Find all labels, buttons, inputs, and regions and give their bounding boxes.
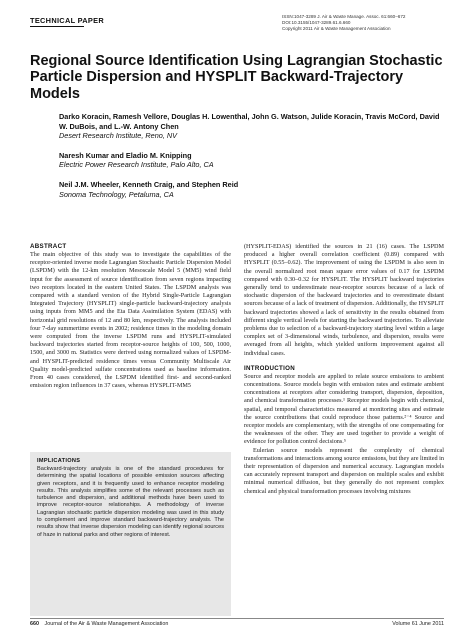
doi-line: DOI:10.3155/1047-3289.61.6.660 — [282, 20, 351, 26]
section-label: TECHNICAL PAPER — [30, 16, 105, 25]
implications-heading: IMPLICATIONS — [37, 458, 81, 464]
introduction-paragraph: Source and receptor models are applied to relate source emissions to ambient concentrations. Source models begin with emission rates and estimate ambient concentrations at receptors after considering transport, dispersion, deposition, and chemical transformation processes.¹ Receptor models begin with chemical, spatial, and temporal characteristics measured at monitoring sites and estimate the source contributions that could reproduce those patterns.²⁻⁴ Source and receptor models are complementary, with the strengths of one compensating for the weaknesses of the other. They are used together to provide a weight of evidence for pollution control decisions.⁵ — [244, 372, 444, 446]
author-affiliation: Sonoma Technology, Petaluma, CA — [59, 189, 174, 199]
introduction-paragraph: Eulerian source models represent the complexity of chemical transformations and interactions among source emissions, but they are limited in their representation of dispersion and numerical accuracy. Lagrangian models can accurately represent transport and dispersion on multiple scales and exhibit minimal numerical diffusion, but they generally do not represent complex chemical and physical transformation processes involving mixtures — [244, 446, 444, 495]
issn-line: ISSN:1047-3289 J. Air & Waste Manage. Assoc. 61:660–672 — [282, 14, 406, 19]
page-header — [30, 14, 444, 50]
author-affiliation: Desert Research Institute, Reno, NV — [59, 131, 178, 141]
copyright-line: Copyright 2011 Air & Waste Management Association — [282, 26, 391, 32]
introduction-heading: INTRODUCTION — [244, 364, 296, 372]
author-group — [59, 180, 444, 199]
section-rule — [30, 26, 84, 27]
left-column — [30, 243, 231, 390]
journal-name: Journal of the Air & Waste Management Association — [44, 621, 169, 627]
footer-left — [30, 621, 168, 627]
abstract-continued: (HYSPLIT-EDAS) identified the sources in 21 (16) cases. The LSPDM produced a higher overall correlation coefficient (0.89) compared with HYSPLIT (0.55–0.62). The improvement of using the LSPDM is also seen in the overall normalized root mean square error values of 0.17 for LSPDM compared with 0.30–0.32 for HYSPLIT. The HYSPLIT backward trajectories generally tend to underestimate near-receptor sources because of a lack of stochastic dispersion of the backward trajectories and to overestimate distant sources because of a lack of treatment of dispersion. Additionally, the HYSPLIT backward trajectories showed a lack of sensitivity in the results obtained from different single vertical levels for starting the backward trajectories. To alleviate problems due to selection of a backward-trajectory starting level within a large complex set of 3-dimensional winds, turbulence, and dispersion, results were averaged from all heights, which yielded uniform improvement against all individual cases. — [244, 243, 444, 357]
author-names: Darko Koracin, Ramesh Vellore, Douglas H. Lowenthal, John G. Watson, Julide Koracin, Travis McCord, David W. DuBois, and L.-W. Antony Chen — [59, 112, 440, 131]
author-group — [59, 112, 444, 141]
right-column — [244, 243, 444, 496]
abstract-heading: ABSTRACT — [30, 243, 67, 250]
author-names: Naresh Kumar and Eladio M. Knipping — [59, 150, 192, 160]
page-footer — [30, 621, 444, 631]
volume-info: Volume 61 June 2011 — [392, 621, 444, 627]
implications-text: Backward-trajectory analysis is one of the standard procedures for determining the spatial locations of possible emission sources affecting given receptors, and it is frequently used to enhance receptor modeling results. This analysis simplifies some of the relevant processes such as turbulence and dispersion, and additional methods have been used to improve receptor-source relationships. A methodology of inverse Lagrangian stochastic particle dispersion modeling was used in this study to complement and improve standard backward-trajectory analysis. The results show that inverse dispersion modeling can identify regional sources of haze in national parks and other regions of interest. — [37, 466, 224, 538]
author-group — [59, 151, 444, 170]
implications-box — [30, 452, 231, 616]
author-block — [59, 112, 444, 209]
author-affiliation: Electric Power Research Institute, Palo Alto, CA — [59, 160, 214, 170]
author-names: Neil J.M. Wheeler, Kenneth Craig, and Stephen Reid — [59, 179, 239, 189]
citation-meta — [282, 14, 444, 32]
footer-rule — [30, 618, 444, 619]
page-number: 660 — [30, 621, 39, 627]
abstract-text: The main objective of this study was to investigate the capabilities of the receptor-oriented inverse mode Lagrangian Stochastic Particle Dispersion Model (LSPDM) with the 12-km resolution Mesoscale Model 5 (MM5) wind field input for the assessment of source identification from seven regions impacting two receptors located in the eastern United States. The LSPDM analysis was compared with a standard version of the Hybrid Single-Particle Lagrangian Integrated Trajectory (HYSPLIT) single-particle backward-trajectory analysis using inputs from MM5 and the Eta Data Assimilation System (EDAS) with horizontal grid resolutions of 12 and 80 km, respectively. The analysis included four 7-day summertime events in 2002; residence times in the modeling domain were computed from the inverse LSPDM runs and HYSPLIT-simulated backward trajectories started from receptor-source heights of 100, 500, 1000, 1500, and 3000 m. Statistics were derived using normalized values of LSPDM- and HYSPLIT-predicted residence times versus Community Multiscale Air Quality model-predicted sulfate concentrations used as baseline information. From 40 cases considered, the LSPDM identified first- and second-ranked emission region influences in 37 cases, whereas HYSPLIT-MM5 — [30, 251, 231, 390]
paper-title: Regional Source Identification Using Lagrangian Stochastic Particle Dispersion and HYSPLIT Backward-Trajectory Models — [30, 53, 443, 102]
